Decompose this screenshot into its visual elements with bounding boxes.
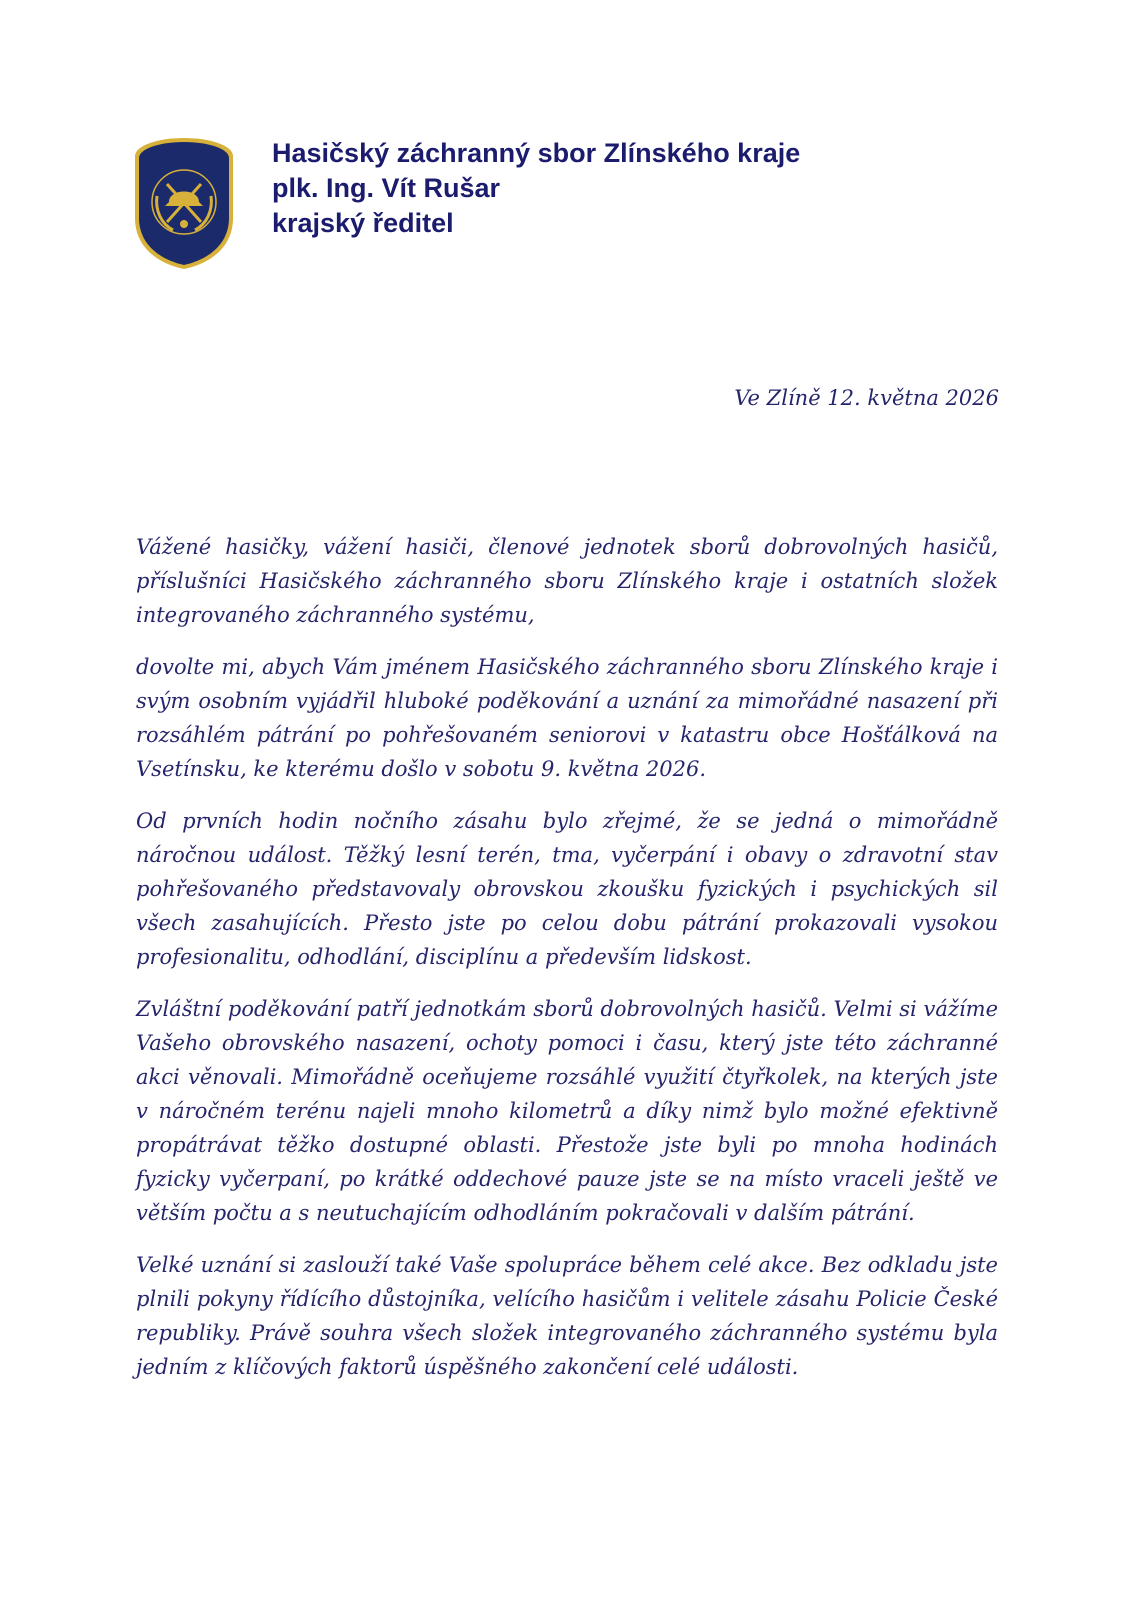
letter-body: [136, 530, 998, 1402]
paragraph: Zvláštní poděkování patří jednotkám sborů dobrovolných hasičů. Velmi si vážíme Vašeho obrovského nasazení, ochoty pomoci i času, který jste této záchranné akci věnovali. Mimořádně oceňujeme rozsáhlé využití čtyřkolek, na kterých jste v náročném terénu najeli mnoho kilometrů a díky nimž bylo možné efektivně propátrávat těžko dostupné oblasti. Přestože jste byli po mnoha hodinách fyzicky vyčerpaní, po krátké oddechové pauze jste se na místo vraceli ještě ve větším počtu a s neutuchajícím odhodláním pokračovali v dalším pátrání.: [136, 997, 998, 1225]
paragraph: Velké uznání si zaslouží také Vaše spolupráce během celé akce. Bez odkladu jste plnili pokyny řídícího důstojníka, velícího hasičům i velitele zásahu Policie České republiky. Právě souhra všech složek integrovaného záchranného systému byla jedním z klíčových faktorů úspěšného zakončení celé události.: [136, 1253, 998, 1379]
paragraph: dovolte mi, abych Vám jménem Hasičského záchranného sboru Zlínského kraje i svým osobním vyjádřil hluboké poděkování a uznání za mimořádné nasazení při rozsáhlém pátrání po pohřešovaném seniorovi v katastru obce Hošťálková na Vsetínsku, ke kterému došlo v sobotu 9. května 2026.: [136, 655, 998, 781]
director-position: krajský ředitel: [272, 208, 454, 238]
organization-name: Hasičský záchranný sbor Zlínského kraje: [272, 138, 801, 168]
paragraph: Od prvních hodin nočního zásahu bylo zřejmé, že se jedná o mimořádně náročnou událost. Těžký lesní terén, tma, vyčerpání i obavy o zdravotní stav pohřešovaného představovaly obrovskou zkoušku fyzických i psychických sil všech zasahujících. Přesto jste po celou dobu pátrání prokazovali vysokou profesionalitu, odhodlání, disciplínu a především lidskost.: [136, 809, 998, 969]
fire-rescue-emblem-icon: [133, 136, 235, 271]
letter-date: Ve Zlíně 12. května 2026: [734, 386, 999, 410]
paragraph-salutation: Vážené hasičky, vážení hasiči, členové jednotek sborů dobrovolných hasičů, příslušníci Hasičského záchranného sboru Zlínského kraje i ostatních složek integrovaného záchranného systému,: [136, 535, 998, 627]
letterhead: [272, 136, 800, 241]
director-name: plk. Ing. Vít Rušar: [272, 173, 501, 203]
